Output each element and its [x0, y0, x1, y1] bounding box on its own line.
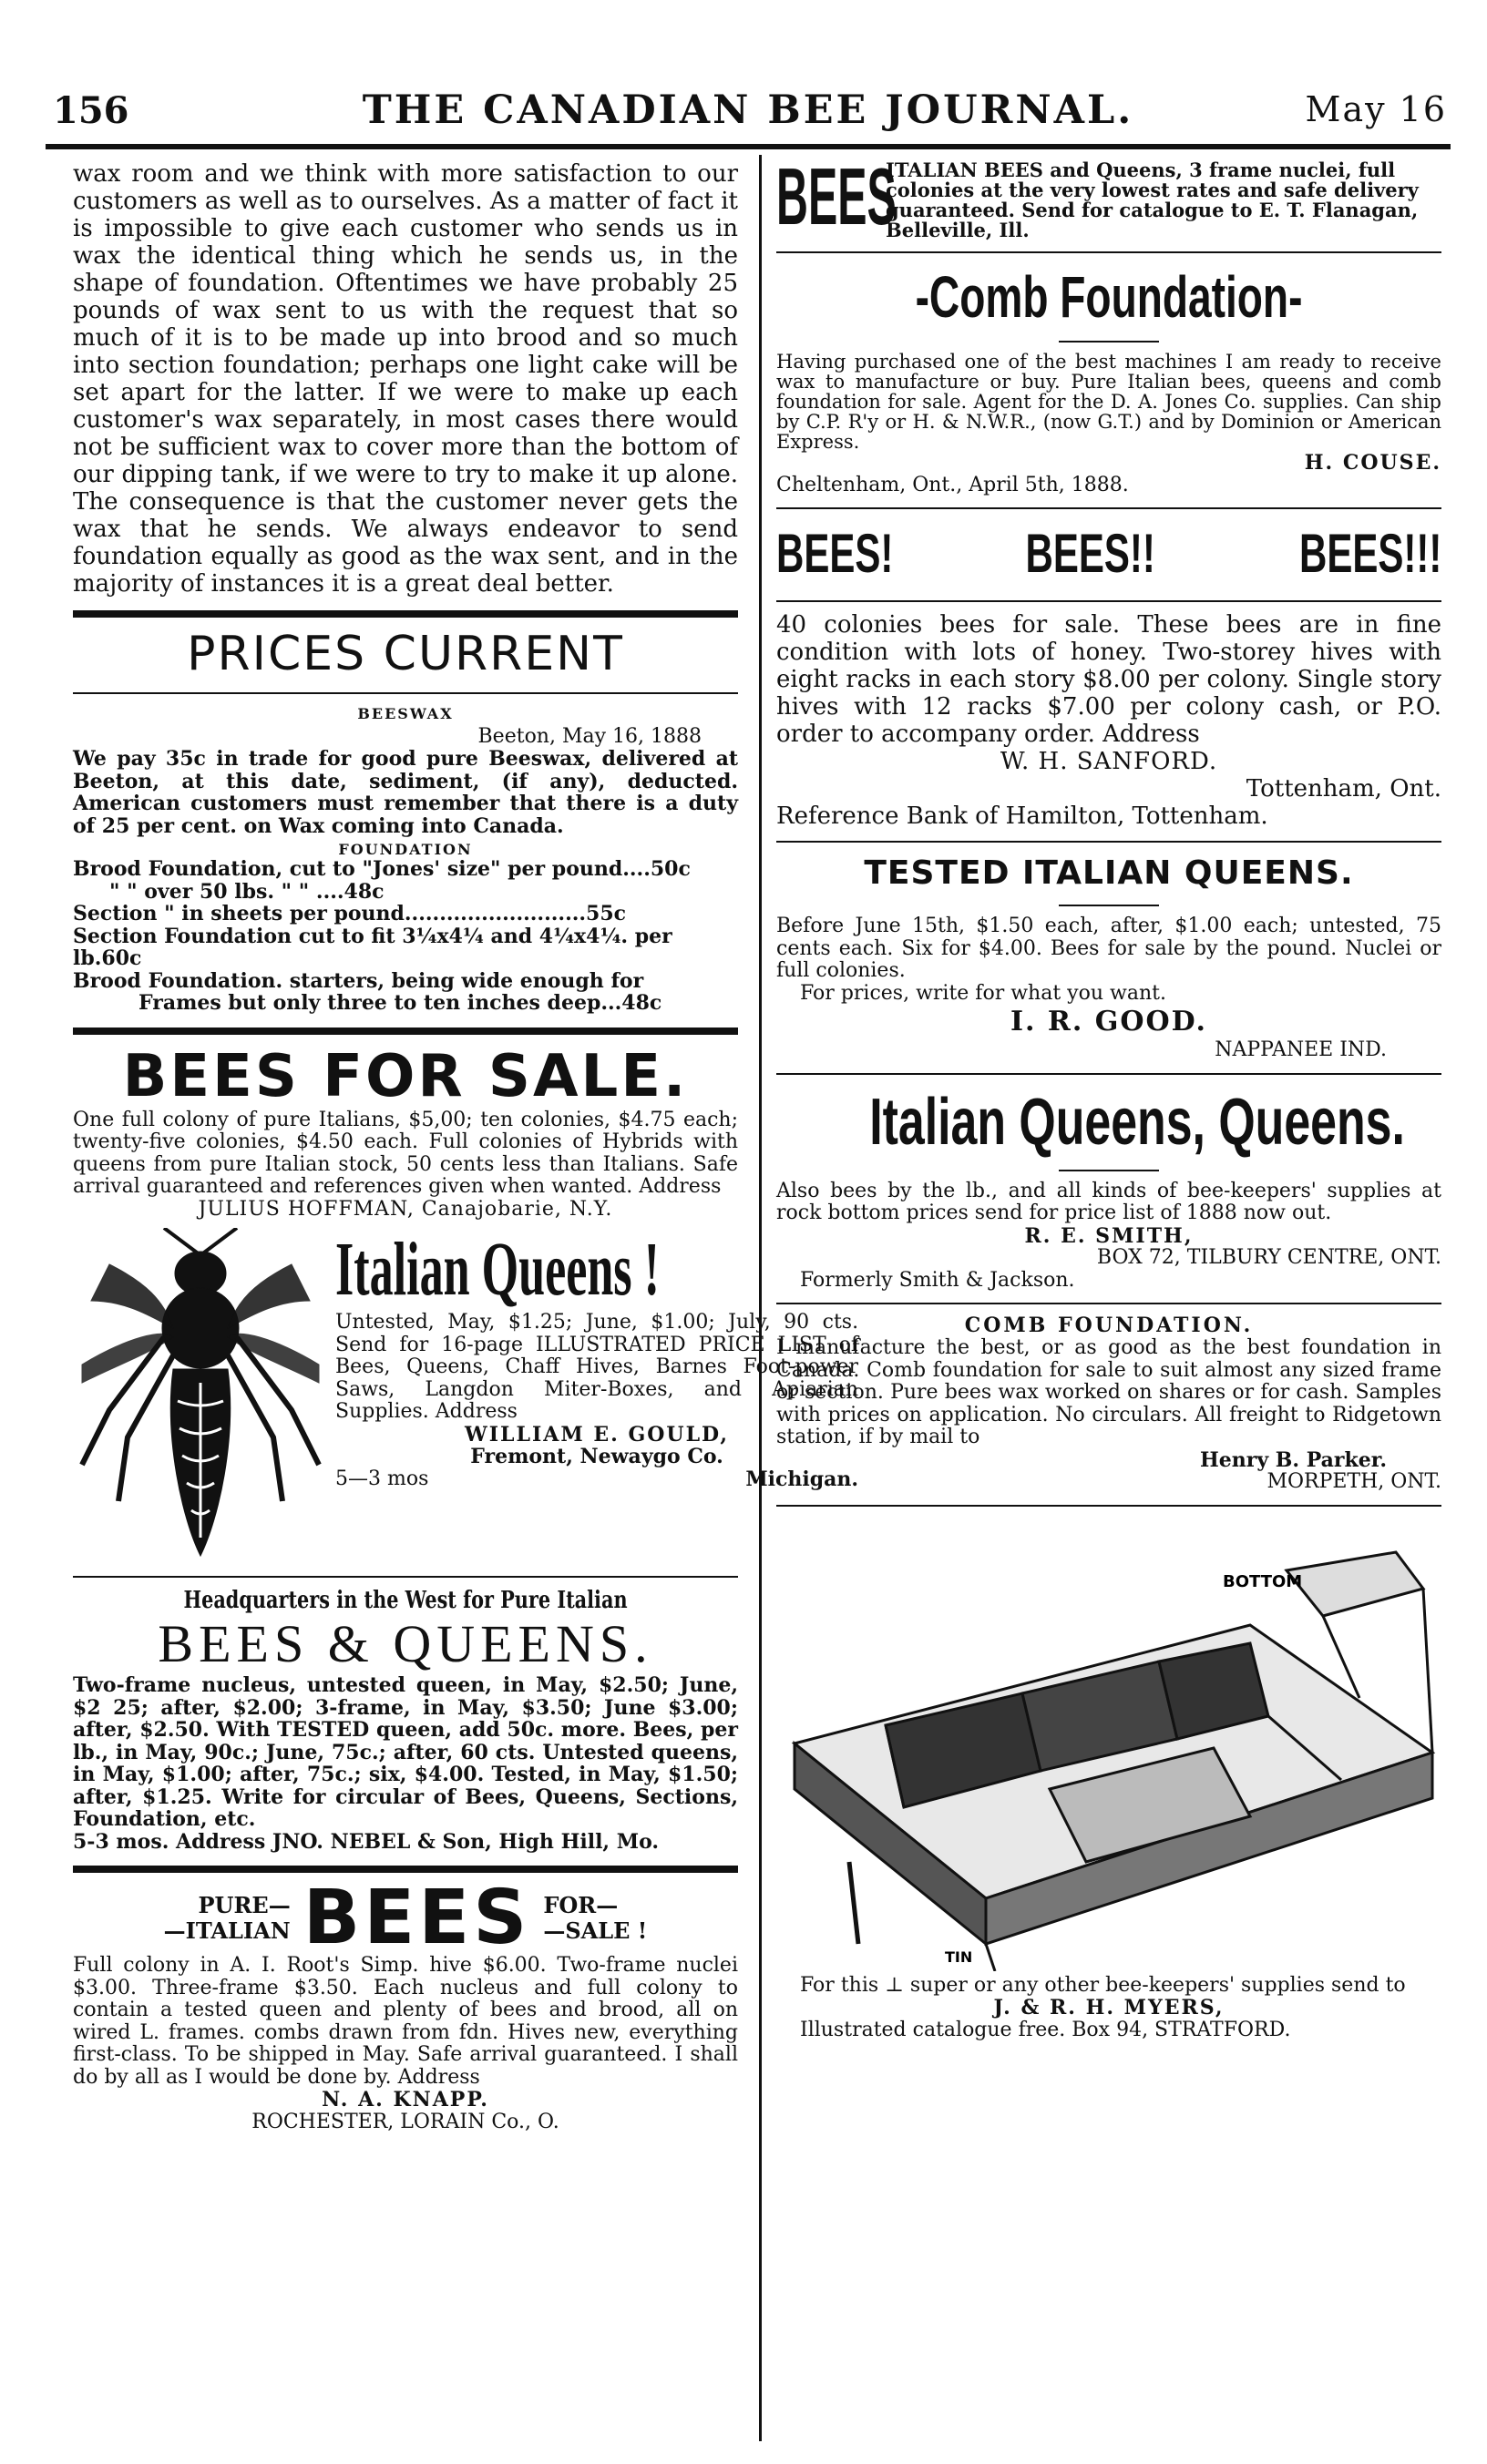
nebel-text: Two-frame nucleus, untested queen, in May, $2.50; June, $2 25; after, $2.00; 3-frame, in May, $3.50; June $3.00; after, $2.50. With TESTED queen, add 50c. more. Bees, per lb., in May, 90c.; June, 75c.; after, 60 cts. Untested queens, in May, $1.00; after, 75c.; six, $4.00. Tested, in May, $1.50; after, $1.25. Write for circular of Bees, Queens, Sections, Foundation, etc.	[73, 1673, 738, 1831]
parker-title: COMB FOUNDATION.	[964, 1314, 1254, 1337]
myers-text: For this ⊥ super or any other bee-keepers' supplies send to	[800, 1973, 1406, 1997]
gould-text: Untested, May, $1.25; June, $1.00; July, 90 cts. Send for 16-page ILLUSTRATED PRICE LIST of Bees, Queens, Chaff Hives, Barnes Foot-power Saws, Langdon Miter-Boxes, and Apiarian Supplies. Address	[335, 1311, 859, 1423]
smith-formerly: Formerly Smith & Jackson.	[800, 1268, 1075, 1292]
myers-name: J. & R. H. MYERS,	[993, 1996, 1225, 2019]
flanagan-text: ITALIAN BEES and Queens, 3 frame nuclei, full colonies at the very lowest rates and safe delivery guaranteed. Send for catalogue to E. T. Flanagan, Belleville, Ill.	[886, 158, 1419, 241]
rule	[776, 1303, 1441, 1304]
super-hive-illustration	[776, 1516, 1441, 1971]
nebel-headline: Headquarters in the West for Pure Italian	[183, 1587, 628, 1614]
rule	[1059, 1170, 1159, 1171]
hoffman-signature: JULIUS HOFFMAN, Canajobarie, N.Y.	[198, 1197, 613, 1221]
issue-date: May 16	[1305, 89, 1447, 129]
gould-run: 5—3 mos	[335, 1467, 429, 1490]
foundation-heading: FOUNDATION	[338, 841, 473, 858]
prices-current	[73, 627, 738, 1015]
parker-text: I manufacture the best, or as good as the best foundation in Canada. Comb foundation for sale to suit almost any sized frame or section. Pure bees wax worked on shares or for cash. Samples with prices on application. No circulars. All freight to Ridgetown station, if by mail to	[776, 1336, 1441, 1448]
price-line-2: Section " in sheets per pound..........................55c	[73, 902, 627, 925]
article-continuation: wax room and we think with more satisfaction to our customers as well as to ourselves. As a matter of fact it is impossible to give each customer who sends us in wax the identical thing which he sends us, in the shape of foundation. Oftentimes we have probably 25 pounds of wax sent to us with the request that so much of it is to be made up into brood and so much into section foundation; perhaps one light cake will be set apart for the latter. If we were to make up each customer's wax separately, in most cases there would not be sufficient wax to cover more than the bottom of our dipping tank, if we were to try to make it up alone. The consequence is that the customer never gets the wax that he sends. We always endeavor to send foundation equally as good as the wax sent, and in the majority of instances it is a great deal better.	[73, 160, 738, 598]
sanford-place: Tottenham, Ont.	[1246, 775, 1441, 803]
knapp-ad	[73, 1875, 738, 2133]
knapp-name: N. A. KNAPP.	[322, 2088, 489, 2111]
couse-dateline: Cheltenham, Ont., April 5th, 1888.	[776, 473, 1129, 496]
comb-foundation-title: -Comb Foundation-	[915, 264, 1303, 330]
knapp-post-bottom: —SALE !	[543, 1917, 648, 1944]
price-line-4: Brood Foundation. starters, being wide enough for	[73, 968, 644, 993]
nebel-signature: 5-3 mos. Address JNO. NEBEL & Son, High Hill, Mo.	[73, 1829, 660, 1854]
bees-two: BEES!!	[1025, 523, 1156, 584]
rule	[73, 1576, 738, 1578]
flanagan-ad	[776, 151, 1441, 241]
left-column	[73, 160, 859, 2133]
knapp-post-top: FOR—	[543, 1892, 619, 1918]
good-place: NAPPANEE IND.	[1215, 1038, 1387, 1061]
italian-queens-title: Italian Queens !	[335, 1227, 660, 1312]
smith-text: Also bees by the lb., and all kinds of bee-keepers' supplies at rock bottom prices send for price list of 1888 now out.	[776, 1179, 1441, 1224]
rule	[776, 251, 1441, 253]
knapp-big-bees: BEES	[303, 1875, 531, 1961]
rule	[776, 507, 1441, 509]
section-rule	[73, 1866, 738, 1873]
gould-place: Fremont, Newaygo Co.	[470, 1445, 723, 1468]
sanford-ad	[776, 518, 1441, 830]
label-bottom: BOTTOM	[1223, 1571, 1303, 1591]
knapp-pre-top: PURE—	[198, 1892, 291, 1918]
label-tin: TIN	[945, 1948, 973, 1966]
gould-state: Michigan.	[745, 1467, 859, 1491]
header-rule	[46, 144, 1451, 149]
sanford-text: 40 colonies bees for sale. These bees are in fine condition with lots of honey. Two-storey hives with eight racks in each story $8.00 per colony. Single story hives with 12 racks $7.00 per colony cash, or P.O. order to accompany order. Address	[776, 611, 1441, 748]
price-line-5: Frames but only three to ten inches deep...48c	[138, 991, 662, 1015]
journal-title: THE CANADIAN BEE JOURNAL.	[362, 87, 1134, 133]
bees-for-sale-text: One full colony of pure Italians, $5,00; ten colonies, $4.75 each; twenty-five colonies, $4.50 each. Full colonies of Hybrids with queens from pure Italian stock, 50 cents less than Italians. Safe arrival guaranteed and references given when wanted. Address	[73, 1108, 738, 1198]
gould-ad	[73, 1227, 859, 1565]
beeswax-text: We pay 35c in trade for good pure Beeswax, delivered at Beeton, at this date, sediment, (if any), deducted. American customers must remember that there is a duty of 25 per cent. on Wax coming into Canada.	[73, 747, 738, 838]
couse-text: Having purchased one of the best machines I am ready to receive wax to manufacture or buy. Pure Italian bees, queens and comb foundation for sale. Agent for the D. A. Jones Co. supplies. Can ship by C.P. R'y or H. & N.W.R., (now G.T.) and by Dominion or American Express.	[776, 351, 1441, 453]
right-column	[776, 151, 1441, 2041]
nebel-ad	[73, 1587, 738, 1853]
rule	[776, 1505, 1441, 1507]
good-name: I. R. GOOD.	[1010, 1006, 1208, 1038]
page-header	[46, 84, 1451, 138]
parker-place: MORPETH, ONT.	[1267, 1470, 1441, 1493]
nebel-title: BEES & QUEENS.	[158, 1614, 653, 1673]
price-line-0: Brood Foundation, cut to "Jones' size" per pound....50c	[73, 857, 691, 881]
price-line-1: " " over 50 lbs. " " ....48c	[109, 879, 385, 904]
sanford-reference: Reference Bank of Hamilton, Tottenham.	[776, 803, 1268, 830]
parker-ad	[776, 1314, 1441, 1494]
tested-queens-title: TESTED ITALIAN QUEENS.	[864, 854, 1354, 892]
section-rule	[73, 610, 738, 618]
good-text-2: For prices, write for what you want.	[800, 981, 1166, 1005]
knapp-pre-bottom: —ITALIAN	[163, 1917, 291, 1944]
flanagan-bees: BEES	[776, 151, 897, 241]
prices-current-title: PRICES CURRENT	[187, 627, 624, 681]
price-line-3: Section Foundation cut to fit 3¼x4¼ and 4¼x4¼. per lb.60c	[73, 924, 672, 970]
couse-name: H. COUSE.	[1304, 451, 1441, 475]
knapp-place: ROCHESTER, LORAIN Co., O.	[251, 2110, 559, 2133]
rule	[776, 600, 1441, 602]
bees-three: BEES!!!	[1298, 523, 1441, 584]
sanford-name: W. H. SANFORD.	[1000, 748, 1218, 775]
smith-name: R. E. SMITH,	[1024, 1223, 1194, 1248]
prices-dateline: Beeton, May 16, 1888	[477, 724, 702, 748]
good-text: Before June 15th, $1.50 each, after, $1.00 each; untested, 75 cents each. Six for $4.00. Bees for sale by the pound. Nuclei or full colonies.	[776, 915, 1441, 982]
rule	[776, 841, 1441, 843]
myers-catalogue: Illustrated catalogue free. Box 94, STRATFORD.	[800, 2018, 1291, 2041]
parker-name: Henry B. Parker.	[1200, 1447, 1387, 1472]
gould-name: WILLIAM E. GOULD,	[465, 1422, 730, 1447]
rule	[73, 692, 738, 694]
couse-ad	[776, 262, 1441, 496]
smith-address: BOX 72, TILBURY CENTRE, ONT.	[1096, 1246, 1441, 1269]
page-number: 156	[53, 89, 129, 132]
bees-for-sale-ad	[73, 1044, 738, 1222]
myers-ad	[776, 1516, 1441, 2042]
smith-ad	[776, 1084, 1441, 1293]
rule	[1059, 341, 1159, 343]
queen-bee-illustration	[73, 1228, 328, 1565]
bees-for-sale-title: BEES FOR SALE.	[122, 1042, 689, 1110]
knapp-text: Full colony in A. I. Root's Simp. hive $6.00. Two-frame nuclei $3.00. Three-frame $3.50. Each nucleus and full colony to contain a tested queen and plenty of bees and brood, all on wired L. frames. combs drawn from fdn. Hives new, everything first-class. To be shipped in May. Safe arrival guaranteed. I shall do by all as I would be done by. Address	[73, 1954, 738, 2089]
rule	[776, 1073, 1441, 1075]
good-ad	[776, 852, 1441, 1062]
rule	[1059, 905, 1159, 906]
beeswax-heading: BEESWAX	[357, 705, 454, 722]
bees-one: BEES!	[776, 523, 894, 584]
smith-title: Italian Queens, Queens.	[869, 1085, 1405, 1159]
section-rule	[73, 1028, 738, 1035]
